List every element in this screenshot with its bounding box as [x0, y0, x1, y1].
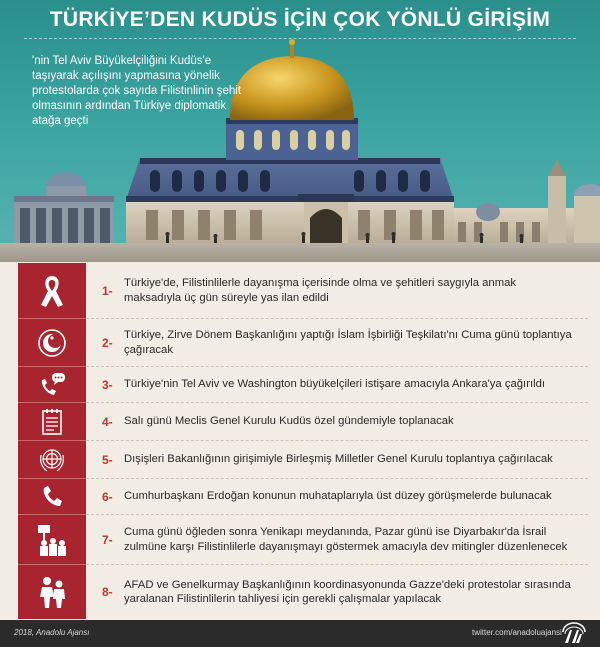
un-emblem-icon: [18, 441, 86, 479]
item-number: 7-: [102, 532, 113, 547]
hero-banner: [0, 0, 600, 262]
item-text: Cumhurbaşkanı Erdoğan konunun muhataplarıyla üst düzey görüşmelerde bulunacak: [124, 490, 552, 503]
list-item: [18, 565, 588, 619]
item-text: AFAD ve Genelkurmay Başkanlığının koordinasyonunda Gazze'deki protestolar sırasında yaralanan Filistinlilerin tahliyesi için gerekli çalışmalar yapılacak: [124, 578, 571, 605]
list-item: [18, 319, 588, 367]
list-item: [18, 441, 588, 479]
item-number: 6-: [102, 489, 113, 504]
item-text: Türkiye'nin Tel Aviv ve Washington büyükelçileri istişare amacıyla Ankara'ya çağırıldı: [124, 378, 546, 391]
list-item: [18, 367, 588, 403]
intro-text: 'nin Tel Aviv Büyükelçiliğini Kudüs'e taşıyarak açılışını yapmasına yönelik protestolarda çok sayıda Filistinlinin şehit olmasının ardından Türkiye diplomatik atağa geçti: [32, 55, 242, 127]
measures-list: [18, 263, 588, 619]
phone-icon: [18, 479, 86, 515]
item-number: 8-: [102, 585, 113, 599]
item-number: 2-: [102, 335, 113, 350]
list-item: [18, 515, 588, 565]
item-text: Cuma günü öğleden sonra Yenikapı meydanında, Pazar günü ise Diyarbakır'da İsrail zulmüne karşı Filistinlilerle dayanışmayı göstermek amacıyla dev mitingler düzenlenecek: [124, 526, 568, 553]
agenda-icon: [18, 403, 86, 441]
title-divider: [24, 38, 576, 39]
item-number: 3-: [102, 377, 113, 392]
twitter-link[interactable]: twitter.com/anadoluajansi: [472, 628, 562, 637]
footer: [0, 620, 600, 647]
item-number: 1-: [102, 283, 113, 298]
item-number: 5-: [102, 452, 113, 467]
right-buildings: [450, 160, 600, 246]
item-number: 4-: [102, 414, 113, 429]
item-text: Dışişleri Bakanlığının girişimiyle Birleşmiş Milletler Genel Kurulu toplantıya çağırılacak: [124, 453, 553, 466]
octagon-building: [126, 158, 454, 246]
list-item: [18, 263, 588, 319]
dome-of-the-rock-illustration: [0, 0, 600, 262]
item-text: Türkiye, Zirve Dönem Başkanlığını yaptığı İslam İşbirliği Teşkilatı'nı Cuma günü toplantıya çağıracak: [124, 329, 572, 356]
item-text: Türkiye'de, Filistinlilerle dayanışma içerisinde olma ve şehitleri saygıyla anmak maksadıyla üç gün süreyle yas ilan edildi: [124, 277, 517, 304]
item-text: Salı günü Meclis Genel Kurulu Kudüs özel gündemiyle toplanacak: [124, 415, 454, 428]
golden-dome: [230, 39, 354, 120]
list-item: [18, 403, 588, 441]
rally-icon: [18, 515, 86, 565]
oic-emblem-icon: [18, 319, 86, 367]
ribbon-icon: [18, 263, 86, 319]
list-item: [18, 479, 588, 515]
copyright-text: 2018, Anadolu Ajansı: [14, 628, 90, 637]
page-title: TÜRKİYE’DEN KUDÜS İÇİN ÇOK YÖNLÜ GİRİŞİM: [49, 8, 551, 31]
small-dome-building: [14, 172, 114, 246]
plaza-ground: [0, 243, 600, 262]
aid-icon: [18, 565, 86, 619]
aa-logo: [561, 622, 587, 644]
phone-chat-icon: [18, 367, 86, 403]
